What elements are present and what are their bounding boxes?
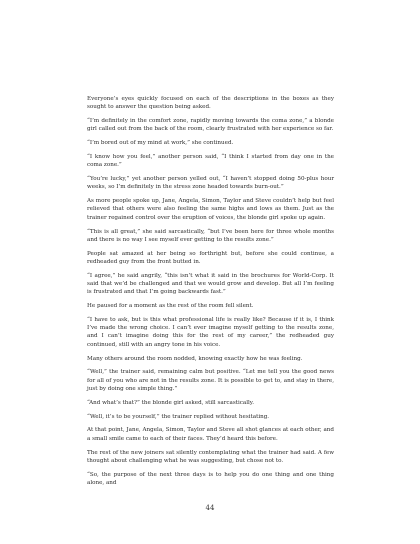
- paragraph: “And what’s that?” the blonde girl asked, still sarcastically.: [87, 399, 254, 406]
- paragraph: “I know how you feel,” another person said, “I think I started from day one in the coma zone.”: [87, 154, 334, 169]
- paragraph: “I’m definitely in the comfort zone, rapidly moving towards the coma zone,” a blonde girl called out from the back of the room, clearly frustrated with her experience so far.: [87, 118, 334, 133]
- paragraph: Everyone’s eyes quickly focused on each of the descriptions in the boxes as they sought to answer the question being asked.: [87, 96, 334, 111]
- paragraph: “I’m bored out of my mind at work,” she continued.: [87, 140, 234, 147]
- paragraph: “I agree,” he said angrily, “this isn’t what it said in the brochures for World-Corp. It said that we’d be challenged and that we would grow and develop. But all I’m feeling is frustrated and that I’m going backwards fast.”: [87, 272, 334, 296]
- paragraph: “Well, it’s to be yourself,” the trainer replied without hesitating.: [87, 413, 270, 420]
- paragraph: “So, the purpose of the next three days is to help you do one thing and one thing alone, and: [87, 471, 334, 486]
- paragraph: As more people spoke up, Jane, Angela, Simon, Taylor and Steve couldn’t help but feel relieved that others were also feeling the same highs and lows as them. Just as the trainer regained control over the eruption of voices, the blonde girl spoke up again.: [87, 198, 334, 221]
- paragraph: At that point, Jane, Angela, Simon, Taylor and Steve all shot glances at each other, and a small smile came to each of their faces. They’d heard this before.: [87, 427, 334, 442]
- paragraph: Many others around the room nodded, knowing exactly how he was feeling.: [87, 355, 303, 362]
- paragraph: The rest of the new joiners sat silently contemplating what the trainer had said. A few thought about challenging what he was suggesting, but chose not to.: [87, 449, 334, 464]
- body-text: [87, 95, 334, 493]
- page-number: 44: [205, 504, 215, 512]
- paragraph: “You’re lucky,” yet another person yelled out, “I haven’t stopped doing 50-plus hour weeks, so I’m definitely in the stress zone headed towards burn-out.”: [87, 176, 334, 191]
- paragraph: “Well,” the trainer said, remaining calm but positive. “Let me tell you the good news for all of you who are not in the results zone. It is possible to get to, and stay in there, just by doing one simple thing.”: [87, 369, 334, 392]
- paragraph: People sat amazed at her being so forthright but, before she could continue, a redheaded guy from the front butted in.: [87, 250, 334, 265]
- paragraph: “I have to ask, but is this what professional life is really like? Because if it is, I think I’ve made the wrong choice. I can’t ever imagine myself getting to the results zone, and I can’t imagine doing this for the rest of my career,” the redheaded guy continued, still with an angry tone in his voice.: [87, 316, 334, 348]
- paragraph: “This is all great,” she said sarcastically, “but I’ve been here for three whole months and there is no way I see myself ever getting to the results zone.”: [87, 228, 334, 243]
- paragraph: He paused for a moment as the rest of the room fell silent.: [87, 303, 254, 310]
